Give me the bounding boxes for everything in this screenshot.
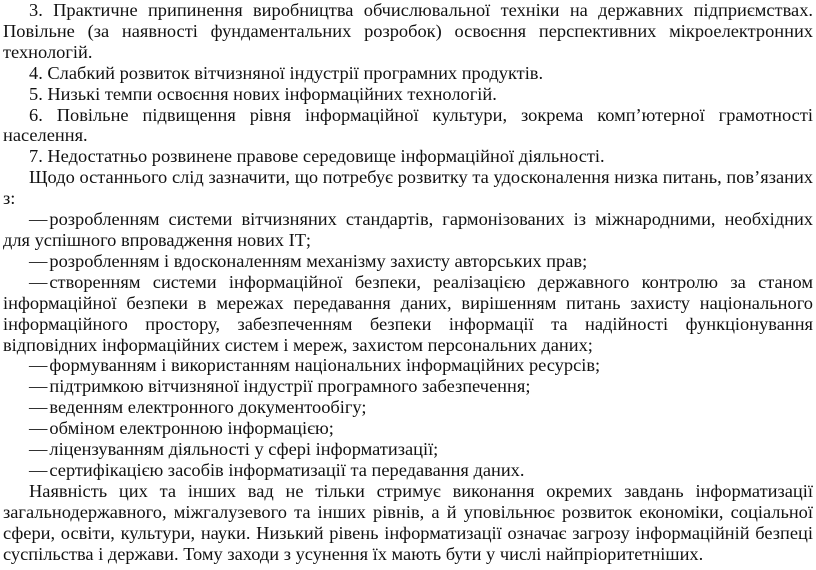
dash-bullet: —	[29, 271, 48, 292]
list-item	[3, 0, 813, 63]
bullet-item	[3, 397, 813, 418]
intro-paragraph: Щодо останнього слід зазначити, що потребує розвитку та удосконалення низка питань, пов’язаних з:	[3, 167, 813, 209]
list-number: 6.	[29, 104, 43, 125]
bullet-text: розробленням системи вітчизняних стандартів, гармонізованих із міжнародними, необхідних для успішного впровадження нових ІТ;	[3, 209, 813, 250]
dash-bullet: —	[29, 355, 48, 376]
bullet-item	[3, 272, 813, 356]
bullet-item	[3, 418, 813, 439]
bullet-item	[3, 251, 813, 272]
bullet-text: створенням системи інформаційної безпеки, реалізацією державного контролю за станом інформаційної безпеки в мережах передавання даних, вирішенням питань захисту національного інформаційного простору, забезпеченням безпеки інформації та надійності функціонування відповідних інформаційних систем і мереж, захистом персональних даних;	[3, 271, 813, 355]
bullet-item	[3, 209, 813, 251]
bullet-item	[3, 439, 813, 460]
dash-bullet: —	[29, 376, 48, 397]
list-item-text: Низькі темпи освоєння нових інформаційних технологій.	[47, 83, 497, 104]
dash-bullet: —	[29, 250, 48, 271]
bullet-item	[3, 376, 813, 397]
bullet-text: сертифікацією засобів інформатизації та передавання даних.	[49, 459, 525, 480]
dash-bullet: —	[29, 397, 48, 418]
list-item-text: Недостатньо розвинене правове середовище інформаційної діяльності.	[47, 146, 605, 167]
list-number: 4.	[29, 62, 43, 83]
bullet-item	[3, 355, 813, 376]
list-item-text: Практичне припинення виробництва обчислювальної техніки на державних підприємствах. Повільне (за наявності фундаментальних розробок) освоєння перспективних мікроелектронних технологій.	[3, 0, 813, 62]
dash-bullet: —	[29, 459, 48, 480]
list-item	[3, 146, 813, 167]
list-item	[3, 105, 813, 147]
dash-bullet: —	[29, 439, 48, 460]
bullet-text: підтримкою вітчизняної індустрії програмного забезпечення;	[49, 376, 531, 397]
list-number: 3.	[29, 0, 43, 20]
bullet-text: обміном електронною інформацією;	[49, 418, 334, 439]
bullet-text: веденням електронного документообігу;	[49, 397, 367, 418]
list-item	[3, 84, 813, 105]
list-item	[3, 63, 813, 84]
bullet-item	[3, 460, 813, 481]
list-item-text: Повільне підвищення рівня інформаційної культури, зокрема комп’ютерної грамотності населення.	[3, 104, 813, 146]
list-item-text: Слабкий розвиток вітчизняної індустрії програмних продуктів.	[47, 62, 544, 83]
bullet-text: ліцензуванням діяльності у сфері інформатизації;	[49, 439, 439, 460]
dash-bullet: —	[29, 418, 48, 439]
bullet-text: розробленням і вдосконаленням механізму захисту авторських прав;	[49, 250, 588, 271]
dash-bullet: —	[29, 209, 48, 230]
bullet-text: формуванням і використанням національних інформаційних ресурсів;	[49, 355, 601, 376]
list-number: 7.	[29, 146, 43, 167]
list-number: 5.	[29, 83, 43, 104]
conclusion-paragraph: Наявність цих та інших вад не тільки стримує виконання окремих завдань інформатизації загальнодержавного, міжгалузевого та інших рівнів, а й уповільнює розвиток економіки, соціальної сфери, освіти, культури, науки. Низький рівень інформатизації означає загрозу інформаційній безпеці суспільства і держави. Тому заходи з усунення їх мають бути у числі найпріоритетніших.	[3, 480, 813, 564]
